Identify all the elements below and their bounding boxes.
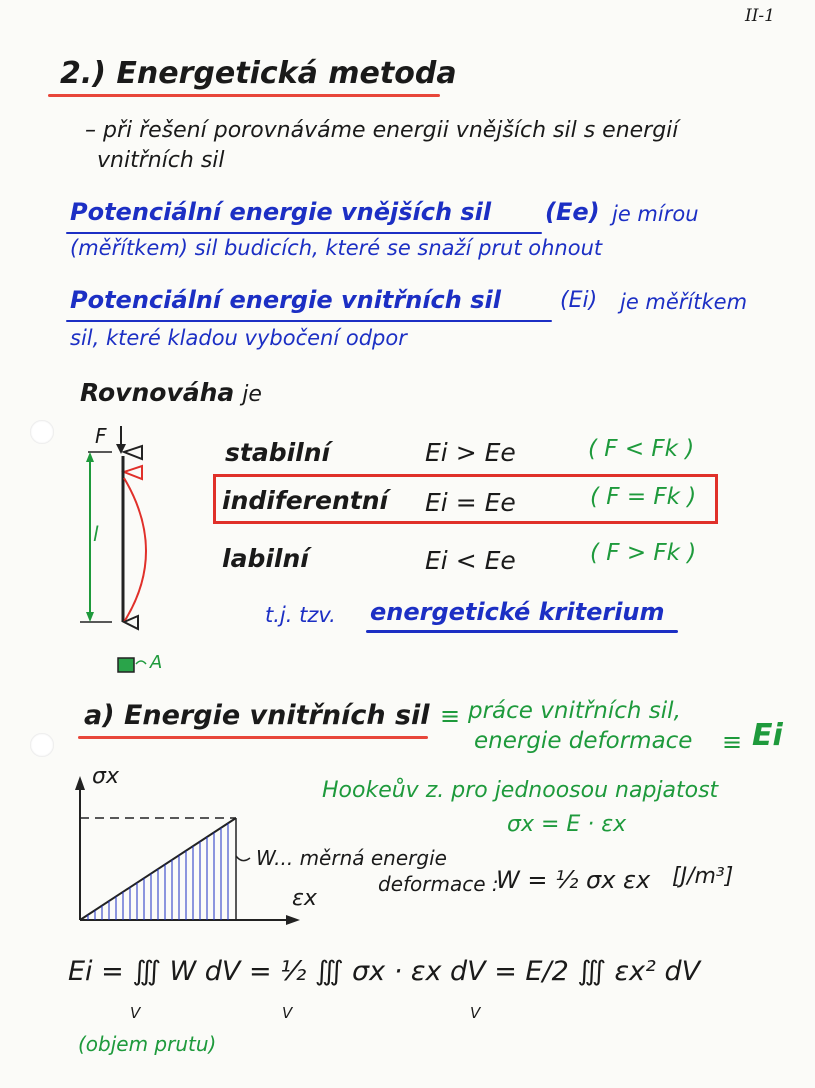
row-stable-relation: Ei > Ee: [425, 438, 516, 467]
row-labile-condition: ( F > Fk ): [590, 540, 697, 566]
section-a-symbol: Ei: [752, 718, 783, 753]
equilibrium-suffix: je: [242, 382, 262, 407]
intro-line-1: – při řešení porovnáváme energii vnějších sil s energií: [85, 118, 679, 143]
row-indifferent-condition: ( F = Fk ): [590, 484, 697, 510]
pot-int-rest: je měřítkem: [620, 290, 748, 314]
pot-ext-symbol: (Ee): [545, 198, 600, 226]
w-unit: [J/m³]: [672, 864, 734, 889]
section-a-title: a) Energie vnitřních sil: [84, 700, 430, 731]
row-stable-condition: ( F < Fk ): [588, 436, 695, 462]
row-indifferent-name: indiferentní: [222, 486, 389, 515]
section-a-line-2: energie deformace: [474, 728, 693, 754]
pot-ext-rest: je mírou: [612, 202, 699, 226]
row-labile-name: labilní: [222, 544, 309, 573]
volume-label-3: V: [470, 1004, 481, 1022]
section-label: A: [150, 652, 163, 673]
section-a-equiv-1: ≡: [440, 702, 461, 730]
pot-ext-term: Potenciální energie vnějších sil: [70, 198, 492, 226]
w-formula: W = ½ σx εx: [496, 866, 651, 894]
volume-note: (objem prutu): [78, 1032, 217, 1056]
section-a-equiv-2: ≡: [722, 728, 743, 756]
pot-int-term: Potenciální energie vnitřních sil: [70, 286, 501, 314]
row-stable-name: stabilní: [225, 438, 331, 467]
section-a-line-1: práce vnitřních sil,: [468, 698, 681, 724]
section-heading: 2.) Energetická metoda: [60, 56, 457, 91]
volume-label-1: V: [130, 1004, 141, 1022]
pot-int-symbol: (Ei): [560, 288, 598, 313]
volume-label-2: V: [282, 1004, 293, 1022]
row-indifferent-relation: Ei = Ee: [425, 488, 516, 517]
hooke-title: Hookeův z. pro jednoosou napjatost: [322, 778, 719, 803]
length-label: l: [93, 522, 99, 546]
graph-x-label: εx: [292, 886, 317, 911]
w-desc-line-2: deformace :: [378, 872, 499, 896]
equilibrium-word: Rovnováha: [80, 378, 235, 407]
hooke-formula: σx = E · εx: [507, 812, 627, 837]
pot-ext-line-2: (měřítkem) sil budicích, které se snaží prut ohnout: [70, 236, 603, 260]
intro-line-2: vnitřních sil: [97, 148, 225, 173]
main-formula: Ei = ∭ W dV = ½ ∭ σx · εx dV = E/2 ∭ εx² dV: [68, 956, 701, 987]
graph-y-label: σx: [92, 764, 119, 789]
page-number: II-1: [745, 6, 775, 26]
criterion-term: energetické kriterium: [370, 598, 665, 626]
pot-int-line-2: sil, které kladou vybočení odpor: [70, 326, 407, 350]
criterion-prefix: t.j. tzv.: [265, 603, 336, 627]
force-label: F: [95, 424, 107, 448]
w-desc-line-1: W... měrná energie: [256, 846, 447, 870]
row-labile-relation: Ei < Ee: [425, 546, 516, 575]
